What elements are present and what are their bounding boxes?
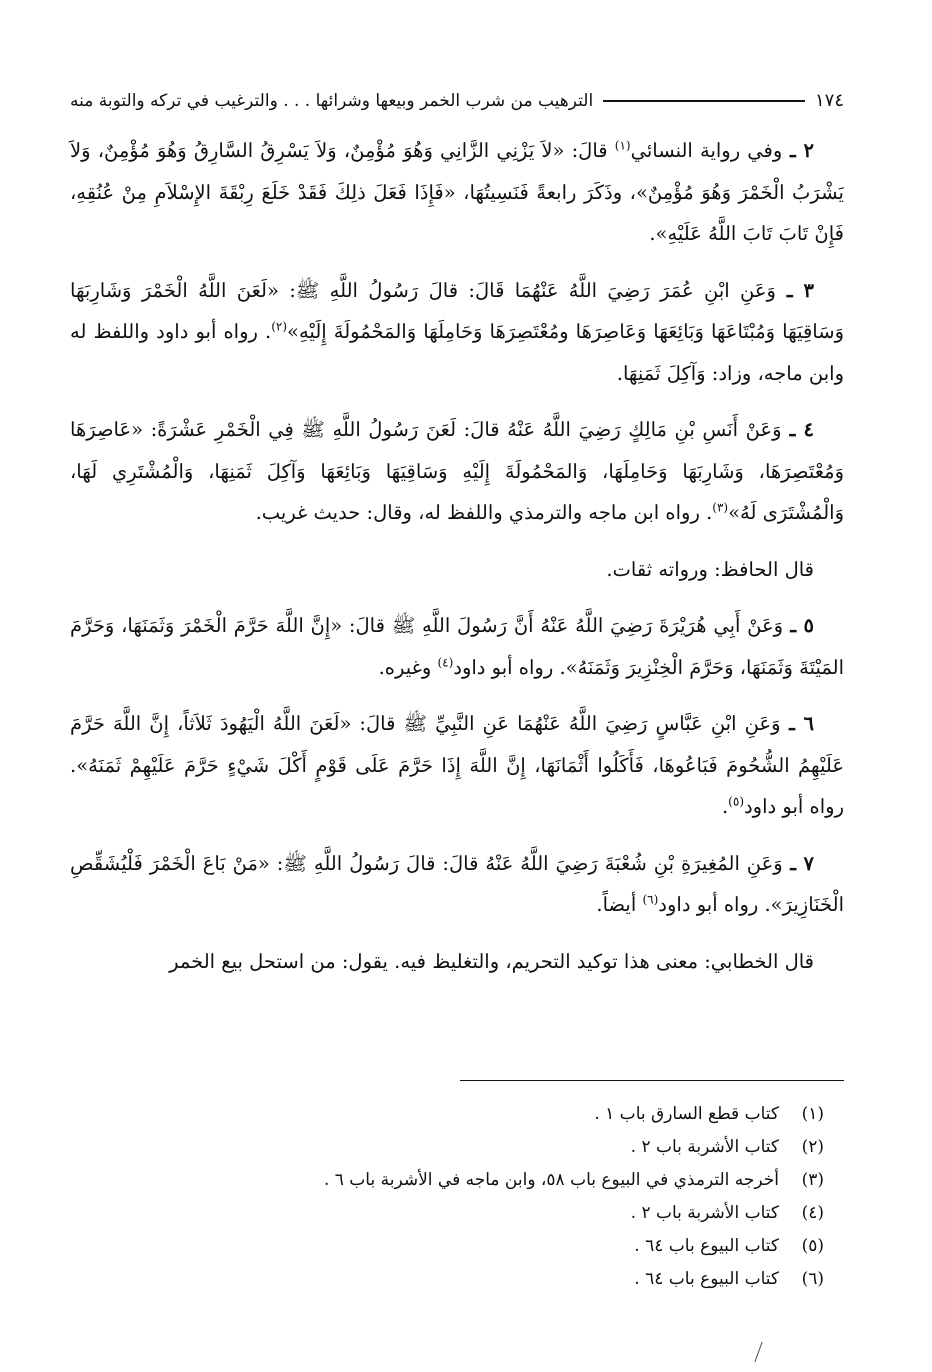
paragraph-text: وَعَنْ أَنَسِ بْنِ مَالِكٍ رَضِيَ اللَّهُ عَنْهُ قالَ: لَعَنَ رَسُولُ اللَّهِ ﷺ فِي الْخَمْرِ عَشْرَةً: «عَاصِرَهَا وَمُعْتَصِرَهَا، وَشَارِبَهَا وَحَامِلَهَا، وَالمَحْمُولَةَ إِلَيْهِ وَسَاقِيَهَا وَبَائِعَهَا وَآكِلَ ثَمَنِهَا، وَالْمُشْتَرِي لَهَا، وَالْمُشْتَرَى لَهُ» [70, 418, 844, 524]
footnote-ref: (٥) [728, 794, 744, 809]
paragraph-number: ٢ ـ [782, 139, 814, 162]
running-title: الترهيب من شرب الخمر وبيعها وشرائها . . . والترغيب في تركه والتوبة منه [70, 91, 594, 111]
footnote-label: (١) [801, 1104, 824, 1124]
hadith-2 [70, 130, 844, 255]
footnote-ref: (٦) [642, 892, 659, 907]
footnote-ref: (٤) [437, 655, 454, 669]
hadith-4 [70, 409, 844, 534]
paragraph-text: . [721, 795, 729, 818]
footnote-text: كتاب البيوع باب ٦٤ . [634, 1269, 779, 1289]
hafiz-comment [70, 549, 844, 591]
paragraph-number: ٧ ـ [782, 851, 814, 875]
main-text [70, 130, 844, 997]
paragraph-text: . رواه أبو داود واللفظ له وابن ماجه، وزاد: وَآكِلَ ثَمَنِهَا. [70, 320, 844, 385]
footnote-ref: (٣) [712, 500, 729, 515]
footnote-text: كتاب الأشربة باب ٢ . [630, 1137, 779, 1157]
paragraph-text: قال الخطابي: معنى هذا توكيد التحريم، والتغليظ فيه. يقول: من استحل بيع الخمر [169, 949, 814, 973]
running-header [70, 86, 844, 116]
paragraph-text: وغيره. [378, 655, 438, 679]
paragraph-text: قال الحافظ: ورواته ثقات. [606, 557, 814, 581]
paragraph-number: ٤ ـ [781, 418, 815, 441]
hadith-6 [70, 703, 844, 828]
footnote-text: كتاب الأشربة باب ٢ . [630, 1203, 779, 1223]
hadith-3 [70, 270, 844, 395]
paragraph-text: وَعَنْ أَبِي هُرَيْرَةَ رَضِيَ اللَّهُ عَنْهُ أَنَّ رَسُولَ اللَّهِ ﷺ قالَ: «إِنَّ اللَّهَ حَرَّمَ الْخَمْرَ وَثَمَنَهَا، وَحَرَّمَ المَيْتَةَ وَثَمَنَهَا، وَحَرَّمَ الْخِنْزِيرَ وَثَمَنَهُ». رواه أبو داود [70, 614, 844, 679]
paragraph-text: وَعَنِ ابْنِ عُمَرَ رَضِيَ اللَّهُ عَنْهُمَا قَالَ: قالَ رَسُولُ اللَّهِ ﷺ: «لَعَنَ اللَّهُ الْخَمْرَ وَشَارِبَهَا وَسَاقِيَهَا وَمُبْتَاعَهَا وَبَائِعَهَا وَعَاصِرَهَا ومُعْتَصِرَهَا وَحَامِلَهَا وَالمَحْمُولَةَ إِلَيْهِ» [70, 278, 844, 343]
khattabi-comment [70, 941, 844, 983]
footnote-ref: (١) [614, 138, 631, 153]
page-number: ١٧٤ [814, 90, 844, 111]
footnote-label: (٤) [801, 1203, 824, 1223]
paragraph-number: ٥ ـ [783, 614, 814, 637]
footnote-separator [460, 1080, 844, 1081]
paragraph-text: أيضاً. [596, 893, 643, 916]
footnote-label: (٦) [801, 1269, 824, 1289]
page-mark [754, 1342, 776, 1362]
footnote-1 [70, 1098, 844, 1131]
paragraph-number: ٣ ـ [775, 278, 814, 302]
hadith-5 [70, 605, 844, 688]
paragraph-text: وَعَنِ ابْنِ عَبَّاسٍ رَضِيَ اللَّهُ عَنْهُمَا عَنِ النَّبِيِّ ﷺ قالَ: «لَعَنَ اللَّهُ الْيَهُودَ ثَلاَثاً، إِنَّ اللَّهَ حَرَّمَ عَلَيْهِمُ الشُّحُومَ فَبَاعُوهَا، فَأَكَلُوا أَثْمَانَهَا، إِنَّ اللَّهَ إِذَا حَرَّمَ عَلَى قَوْمٍ أَكْلَ شَيْءٍ حَرَّمَ عَلَيْهِمْ ثَمَنَهُ». رواه أبو داود [70, 712, 844, 818]
footnote-text: كتاب قطع السارق باب ١ . [594, 1104, 779, 1124]
footnote-text: أخرجه الترمذي في البيوع باب ٥٨، وابن ماجه في الأشربة باب ٦ . [323, 1170, 779, 1190]
footnote-label: (٥) [801, 1236, 824, 1256]
footnote-label: (٢) [801, 1137, 824, 1157]
footnote-label: (٣) [801, 1170, 824, 1190]
paragraph-text: وفي رواية النسائي [630, 139, 783, 162]
paragraph-text: . رواه ابن ماجه والترمذي واللفظ له، وقال: حديث غريب. [255, 501, 713, 524]
paragraph-number: ٦ ـ [780, 712, 814, 735]
paragraph-text: قالَ: «لاَ يَزْنِي الزَّانِي وَهُوَ مُؤْمِنٌ، وَلاَ يَسْرِقُ السَّارِقُ وَهُوَ مُؤْمِنٌ، وَلاَ يَشْرَبُ الْخَمْرَ وَهُوَ مُؤْمِنٌ»، وذَكَرَ رابعةً فَنَسِيتُهَا، «فَإِذَا فَعَلَ ذلِكَ فَقَدْ خَلَعَ رِبْقَةَ الإِسْلاَمِ مِنْ عُنُقِهِ، فَإِنْ تَابَ تَابَ اللَّهُ عَلَيْهِ». [70, 139, 844, 245]
footnote-3 [70, 1164, 844, 1197]
footnote-ref: (٢) [271, 319, 288, 334]
header-rule [603, 100, 805, 102]
footnote-6 [70, 1263, 844, 1296]
footnote-2 [70, 1131, 844, 1164]
footnote-4 [70, 1197, 844, 1230]
footnote-text: كتاب البيوع باب ٦٤ . [634, 1236, 779, 1256]
paragraph-text: وَعَنِ المُغِيرَةِ بْنِ شُعْبَةَ رَضِيَ اللَّهُ عَنْهُ قالَ: قالَ رَسُولُ اللَّهِ ﷺ: «مَنْ بَاعَ الْخَمْرَ فَلْيُشَقِّصِ الْخَنَازِيرَ». رواه أبو داود [70, 851, 844, 916]
footnotes [70, 1098, 844, 1296]
footnote-5 [70, 1230, 844, 1263]
hadith-7 [70, 843, 844, 926]
